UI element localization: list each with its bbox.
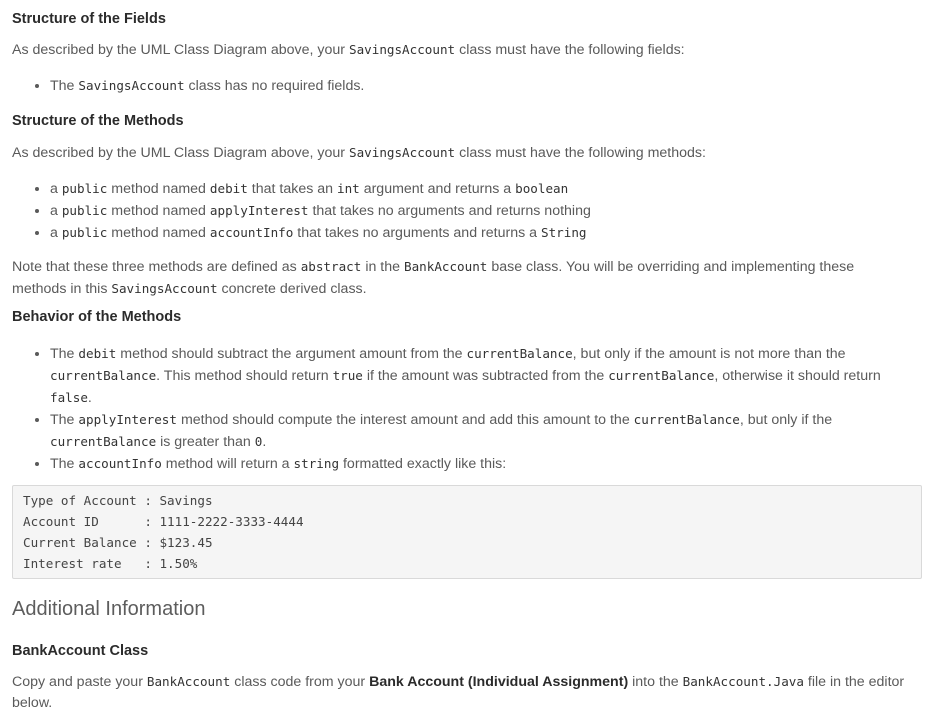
methods-heading: Structure of the Methods bbox=[12, 113, 184, 129]
list-item: • a public method named debit that takes an int argument and returns a boolean bbox=[50, 178, 591, 200]
methods-intro: As described by the UML Class Diagram above, your SavingsAccount class must have the following methods: bbox=[12, 145, 706, 161]
list-item: • The SavingsAccount class has no required fields. bbox=[50, 75, 364, 97]
list-item: • a public method named accountInfo that takes no arguments and returns a String bbox=[50, 222, 591, 244]
copy-instructions: Copy and paste your BankAccount class code from your Bank Account (Individual Assignment) into the BankAccount.Java file in the editor below. bbox=[12, 674, 905, 711]
additional-info-heading: Additional Information bbox=[12, 598, 206, 620]
fields-heading: Structure of the Fields bbox=[12, 11, 166, 27]
fields-intro: As described by the UML Class Diagram above, your SavingsAccount class must have the following fields: bbox=[12, 42, 685, 58]
abstract-note: Note that these three methods are defined as abstract in the BankAccount base class. You will be overriding and implementing these methods in this SavingsAccount concrete derived class. bbox=[12, 259, 855, 297]
behavior-heading: Behavior of the Methods bbox=[12, 309, 182, 325]
code-line: Account ID : 1111-2222-3333-4444 bbox=[23, 514, 304, 529]
list-item: • The applyInterest method should compute the interest amount and add this amount to the currentBalance, but only if the currentBalance is greater than 0. bbox=[50, 409, 912, 453]
list-item: • The accountInfo method will return a string formatted exactly like this: bbox=[50, 453, 912, 475]
bankaccount-class-heading: BankAccount Class bbox=[12, 643, 149, 659]
account-info-code-block bbox=[12, 485, 922, 579]
code-line: Interest rate : 1.50% bbox=[23, 556, 198, 571]
fields-list bbox=[12, 75, 364, 97]
list-item: • a public method named applyInterest that takes no arguments and returns nothing bbox=[50, 200, 591, 222]
code-line: Current Balance : $123.45 bbox=[23, 535, 213, 550]
list-item: • The debit method should subtract the argument amount from the currentBalance, but only if the amount is not more than the currentBalance. This method should return true if the amount was subtracted from the currentBalance, otherwise it should return false. bbox=[50, 343, 912, 409]
methods-list bbox=[12, 178, 591, 244]
behavior-list bbox=[12, 343, 912, 475]
code-line: Type of Account : Savings bbox=[23, 493, 213, 508]
